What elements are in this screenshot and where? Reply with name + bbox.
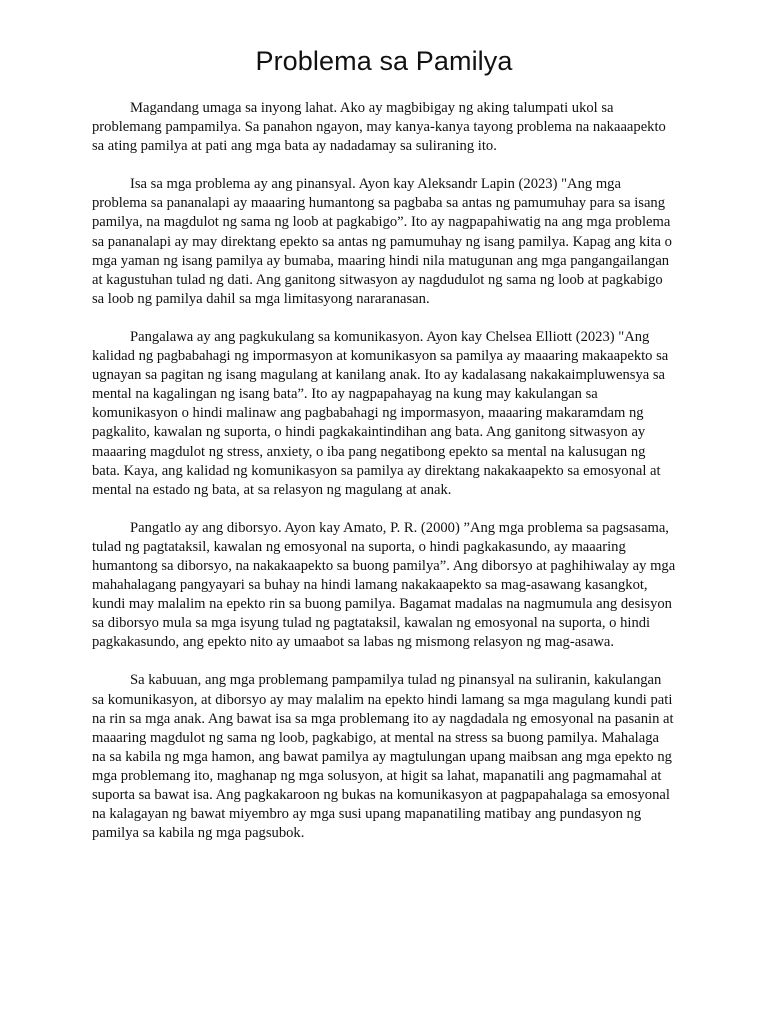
paragraph-divorce-problem: Pangatlo ay ang diborsyo. Ayon kay Amato, P. R. (2000) ”Ang mga problema sa pagsasama, tulad ng pagtataksil, kawalan ng emosyonal na suporta, o hindi pagkakasundo, ay maaaring humantong sa diborsyo, na nakakaapekto sa buong pamilya”. Ang diborsyo at paghihiwalay ay mga mahahalagang pangyayari sa buhay na hindi lamang nakakaapekto sa mag-asawang kasangkot, kundi may malalim na epekto rin sa buong pamilya. Bagamat madalas na nagmumula ang desisyon sa diborsyo mula sa mga isyung tulad ng pagtataksil, kawalan ng emosyonal na suporta, o hindi pagkakasundo, ang epekto nito ay umaabot sa labas ng mismong relasyon ng mag-asawa. [92, 519, 676, 651]
paragraph-conclusion: Sa kabuuan, ang mga problemang pampamilya tulad ng pinansyal na suliranin, kakulangan sa komunikasyon, at diborsyo ay may malalim na epekto hindi lamang sa mga magulang kundi pati na rin sa mga anak. Ang bawat isa sa mga problemang ito ay nagdadala ng emosyonal na pasanin at maaaring magdulot ng sama ng loob, pagkabigo, at mental na stress sa buong pamilya. Mahalaga na sa kabila ng mga hamon, ang bawat pamilya ay magtulungan upang maibsan ang mga epekto ng mga problemang ito, maghanap ng mga solusyon, at higit sa lahat, mapanatili ang pagmamahal at suporta sa bawat isa. Ang pagkakaroon ng bukas na komunikasyon at pagpapahalaga sa emosyonal na kalagayan ng bawat miyembro ay mga susi upang mapanatiling matibay ang pundasyon ng pamilya sa kabila ng mga pagsubok. [92, 672, 674, 842]
paragraph-communication-problem: Pangalawa ay ang pagkukulang sa komunikasyon. Ayon kay Chelsea Elliott (2023) "Ang kalidad ng pagbabahagi ng impormasyon at komunikasyon sa pamilya ay maaaring makaapekto sa ugnayan sa pagitan ng isang magulang at kanilang anak. Ito ay kadalasang nakakaimpluwensya sa mental na kagalingan ng isang bata”. Ito ay nagpapahayag na kung may kakulangan sa komunikasyon o hindi malinaw ang pagbabahagi ng impormasyon, maaaring makaramdam ng pagkalito, kawalan ng suporta, o hindi pagkakaintindihan ang bata. Ang ganitong sitwasyon ay maaaring magdulot ng stress, anxiety, o iba pang negatibong epekto sa mental na kalusugan ng bata. Kaya, ang kalidad ng komunikasyon sa pamilya ay direktang nakakaapekto sa emosyonal at mental na estado ng bata, at sa relasyon ng magulang at anak. [92, 328, 669, 498]
document-title: Problema sa Pamilya [255, 46, 513, 76]
paragraph-financial-problem: Isa sa mga problema ay ang pinansyal. Ayon kay Aleksandr Lapin (2023) "Ang mga problema sa pananalapi ay maaaring humantong sa pagbaba sa antas ng pamumuhay para sa isang pamilya, na magdulot ng sama ng loob at pagkabigo”. Ito ay nagpapahiwatig na ang mga problema sa pananalapi ay may direktang epekto sa antas ng pamumuhay ng isang pamilya. Kapag ang kita o mga yaman ng isang pamilya ay bumaba, maaring hindi nila matugunan ang mga pangangailangan at kagustuhan tulad ng dati. Ang ganitong sitwasyon ay nagdudulot ng sama ng loob at pagkabigo sa loob ng pamilya dahil sa mga limitasyong nararanasan. [92, 176, 672, 307]
paragraph-introduction: Magandang umaga sa inyong lahat. Ako ay magbibigay ng aking talumpati ukol sa problemang pampamilya. Sa panahon ngayon, may kanya-kanya tayong problema na nakaaapekto sa ating pamilya at pati ang mga bata ay nadadamay sa suliraning ito. [92, 100, 666, 155]
